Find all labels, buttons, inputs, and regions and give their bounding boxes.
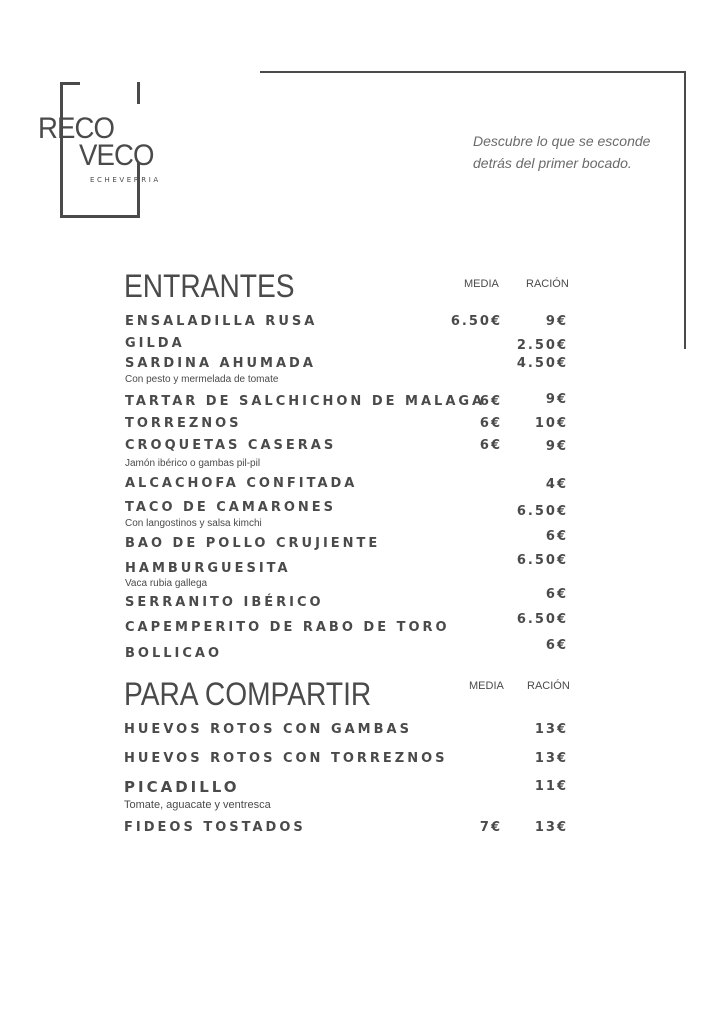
item-price-racion: 9€ <box>545 314 568 329</box>
menu-item <box>0 529 724 555</box>
menu-item <box>0 750 724 770</box>
item-name: TARTAR DE SALCHICHON DE MALAGA <box>125 394 486 409</box>
frame-right-line <box>684 71 686 349</box>
item-price-racion: 6.50€ <box>516 612 568 627</box>
item-name: BAO DE POLLO CRUJIENTE <box>125 536 381 551</box>
item-name: HUEVOS ROTOS CON GAMBAS <box>124 722 412 737</box>
item-name: ALCACHOFA CONFITADA <box>125 476 358 491</box>
tagline <box>473 130 650 174</box>
item-description: Con langostinos y salsa kimchi <box>125 518 262 529</box>
item-name: HUEVOS ROTOS CON TORREZNOS <box>124 751 448 766</box>
item-name: ENSALADILLA RUSA <box>125 314 318 329</box>
col-header-racion: RACIÓN <box>527 680 570 692</box>
item-price-media: 7€ <box>479 820 502 835</box>
item-price-racion: 4.50€ <box>516 356 568 371</box>
item-name: TORREZNOS <box>125 416 242 431</box>
logo-border-right-top <box>137 82 140 104</box>
col-header-media: MEDIA <box>469 680 504 692</box>
frame-top-line <box>260 71 686 73</box>
logo-word-echeverria: ECHEVERRIA <box>90 176 161 184</box>
item-description: Jamón ibérico o gambas pil-pil <box>125 458 261 469</box>
menu-item <box>0 475 724 495</box>
item-description: Tomate, aguacate y ventresca <box>124 799 271 811</box>
menu-item <box>0 393 724 413</box>
item-price-racion: 2.50€ <box>516 338 568 353</box>
menu-item <box>0 335 724 355</box>
logo-border-bottom <box>60 215 140 218</box>
menu-item <box>0 437 724 469</box>
item-price-racion: 13€ <box>534 751 568 766</box>
col-header-racion: RACIÓN <box>526 278 569 290</box>
item-description: Con pesto y mermelada de tomate <box>125 374 279 385</box>
menu-item <box>0 355 724 385</box>
item-name: FIDEOS TOSTADOS <box>124 820 306 835</box>
item-price-media: 6€ <box>479 438 502 453</box>
logo-word-veco: VECO <box>79 139 154 172</box>
item-price-racion: 6€ <box>545 638 568 653</box>
menu-item <box>0 587 724 614</box>
item-price-racion: 13€ <box>534 722 568 737</box>
item-price-racion: 13€ <box>534 820 568 835</box>
item-name: PICADILLO <box>124 778 240 796</box>
item-name: SERRANITO IBÉRICO <box>125 595 324 610</box>
menu-item <box>0 313 724 333</box>
section-title-para-compartir: PARA COMPARTIR <box>124 676 372 712</box>
item-price-racion: 6.50€ <box>516 553 568 568</box>
item-price-racion: 9€ <box>545 392 568 407</box>
logo-border-left <box>60 82 63 218</box>
brand-logo <box>38 82 161 218</box>
item-price-media: 6€ <box>479 416 502 431</box>
item-price-racion: 6€ <box>545 587 568 602</box>
item-name: SARDINA AHUMADA <box>125 356 316 371</box>
item-name: HAMBURGUESITA <box>125 561 291 576</box>
col-header-media: MEDIA <box>464 278 499 290</box>
item-name: TACO DE CAMARONES <box>125 500 337 515</box>
item-price-racion: 9€ <box>545 439 568 454</box>
item-description: Vaca rubia gallega <box>125 578 208 589</box>
menu-item <box>0 415 724 435</box>
item-name: CAPEMPERITO DE RABO DE TORO <box>125 620 450 635</box>
item-price-racion: 11€ <box>534 779 568 794</box>
tagline-line-2: detrás del primer bocado. <box>473 155 632 171</box>
item-price-media: 6€ <box>479 394 502 409</box>
menu-item <box>0 499 724 529</box>
item-price-racion: 6€ <box>545 529 568 544</box>
menu-item <box>0 778 724 811</box>
item-price-racion: 4€ <box>545 477 568 492</box>
section-title-entrantes: ENTRANTES <box>124 268 295 304</box>
item-name: GILDA <box>125 336 185 351</box>
item-price-media: 6.50€ <box>450 314 502 329</box>
item-price-racion: 6.50€ <box>516 504 568 519</box>
menu-item <box>0 612 724 639</box>
item-name: CROQUETAS CASERAS <box>125 438 337 453</box>
menu-item <box>0 819 724 839</box>
item-name: BOLLICAO <box>125 646 223 661</box>
menu-item <box>0 553 724 589</box>
menu-item <box>0 638 724 665</box>
logo-border-top <box>60 82 80 85</box>
item-price-racion: 10€ <box>534 416 568 431</box>
logo-word-reco: RECO <box>38 112 115 145</box>
tagline-line-1: Descubre lo que se esconde <box>473 133 651 149</box>
menu-item <box>0 721 724 741</box>
